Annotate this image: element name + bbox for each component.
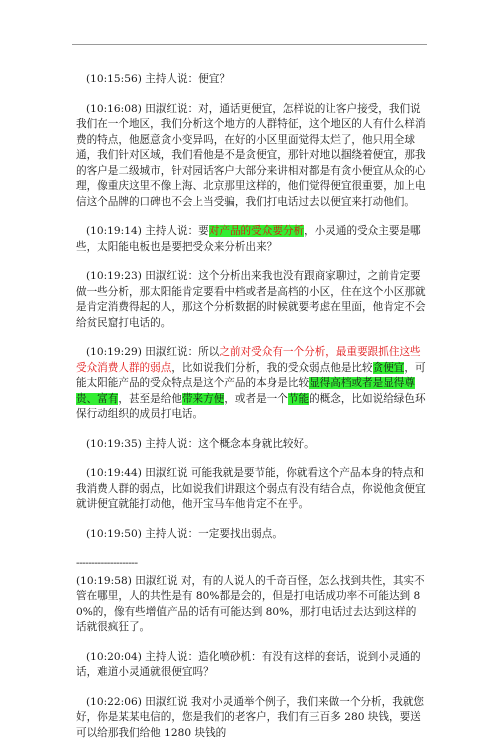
paragraph-text: (10:19:29) 田淑红说：所以 xyxy=(86,346,220,358)
paragraph-text: ，小灵通的受众主要是哪些，太阳能电板也是要把受众来分析出来？ xyxy=(76,225,421,253)
transcript-paragraph xyxy=(76,224,426,255)
transcript-paragraph xyxy=(76,102,426,211)
transcript-paragraph xyxy=(76,574,426,636)
paragraph-text: ，可能太阳能产品的受众特点是这个产品的本身是比较 xyxy=(76,361,426,389)
transcript-paragraph xyxy=(76,527,426,543)
transcript-body xyxy=(76,72,426,755)
paragraph-text: 的概念，比如说给绿色环保行动组织的成员打电话。 xyxy=(76,392,426,420)
paragraph-text: ，或者是一个 xyxy=(224,392,288,405)
top-rule xyxy=(72,44,427,45)
paragraph-text: -------------------- xyxy=(76,557,138,569)
paragraph-text: (10:19:35) 主持人说：这个概念本身就比较好。 xyxy=(86,437,315,450)
paragraph-text: (10:19:14) 主持人说：要 xyxy=(86,225,209,237)
transcript-paragraph xyxy=(76,466,426,513)
paragraph-text: (10:19:50) 主持人说：一定要找出弱点。 xyxy=(86,527,283,540)
highlighted-text: 之前对受众有一个分析，最重要跟抓住这些受众消费人群的弱点 xyxy=(76,346,421,374)
paragraph-text: (10:19:44) 田淑红说 可能我就是要节能，你就看这个产品本身的特点和我消费人群的弱点，比如说我们讲跟这个弱点有没有结合点，你说他贪便宜就讲便宜就能打动他，他开宝马车他肯定不在乎。 xyxy=(76,467,426,510)
paragraph-text: ，比如说我们分析，我的受众弱点他是比较 xyxy=(171,361,373,374)
highlighted-text: 贪便宜 xyxy=(372,361,405,374)
transcript-paragraph xyxy=(76,72,426,88)
highlighted-text: 显得高档或者是显得尊贵、富有 xyxy=(76,377,415,405)
highlighted-text: 带来方便 xyxy=(181,392,225,405)
paragraph-text: ，甚至是给他 xyxy=(118,392,182,405)
paragraph-text: (10:16:08) 田淑红说：对，通话更便宜，怎样说的让客户接受，我们说我们在一个地区，我们分析这个地方的人群特征，这个地区的人有什么样消费的特点，他愿意贪小变异吗，在好的小区里面觉得太烂了，他只用全球通，我们针对区域，我们看他是不是贪便宜，那针对地以掴绕着便宜，那我的客户是二级城市，针对园话客户大部分来讲相对都是有贪小便宜从众的心理，像重庆这里不像上海、北京那里这样的，他们觉得便宜很重要，加上电信这个品牌的口碑也不会上当受骗，我们打电话过去以便宜来打动他们。 xyxy=(76,102,426,208)
transcript-paragraph xyxy=(76,695,426,742)
section-divider xyxy=(76,556,426,572)
transcript-paragraph xyxy=(76,345,426,423)
paragraph-text: (10:22:06) 田淑红说 我对小灵通举个例子，我们来做一个分析，我就您好，你是某某电信的，您是我们的老客户，我们有三百多 280 块钱，要送可以给那我们给他 1280 块钱的 xyxy=(76,695,425,739)
paragraph-text: (10:19:23) 田淑红说：这个分析出来我也没有跟商家聊过，之前肯定要做一些分析，那太阳能肯定要看中档或者是高档的小区，住在这个小区那就是肯定消费得起的人，那这个分析数据的时候就要考虑在里面，他肯定不会给贫民窟打电话的。 xyxy=(76,270,426,329)
paragraph-text: (10:19:58) 田淑红说 对，有的人说人的千奇百怪，怎么找到共性，其实不管在哪里，人的共性是有 80%都是会的，但是打电话成功率不可能达到 80%的，像有些增值产品的话有可能达到 80%，那打电话过去达到这样的话就很疯狂了。 xyxy=(76,574,425,633)
transcript-paragraph xyxy=(76,650,426,681)
highlighted-text: 节能 xyxy=(287,392,310,405)
highlighted-text: 对产品的受众要分析 xyxy=(208,225,305,237)
paragraph-text: (10:20:04) 主持人说：造化喷砂机：有没有这样的套话，说到小灵通的话，难道小灵通就很便宜吗？ xyxy=(76,650,421,678)
paragraph-text: (10:15:56) 主持人说：便宜？ xyxy=(86,73,230,85)
transcript-paragraph xyxy=(76,437,426,453)
transcript-paragraph xyxy=(76,269,426,331)
